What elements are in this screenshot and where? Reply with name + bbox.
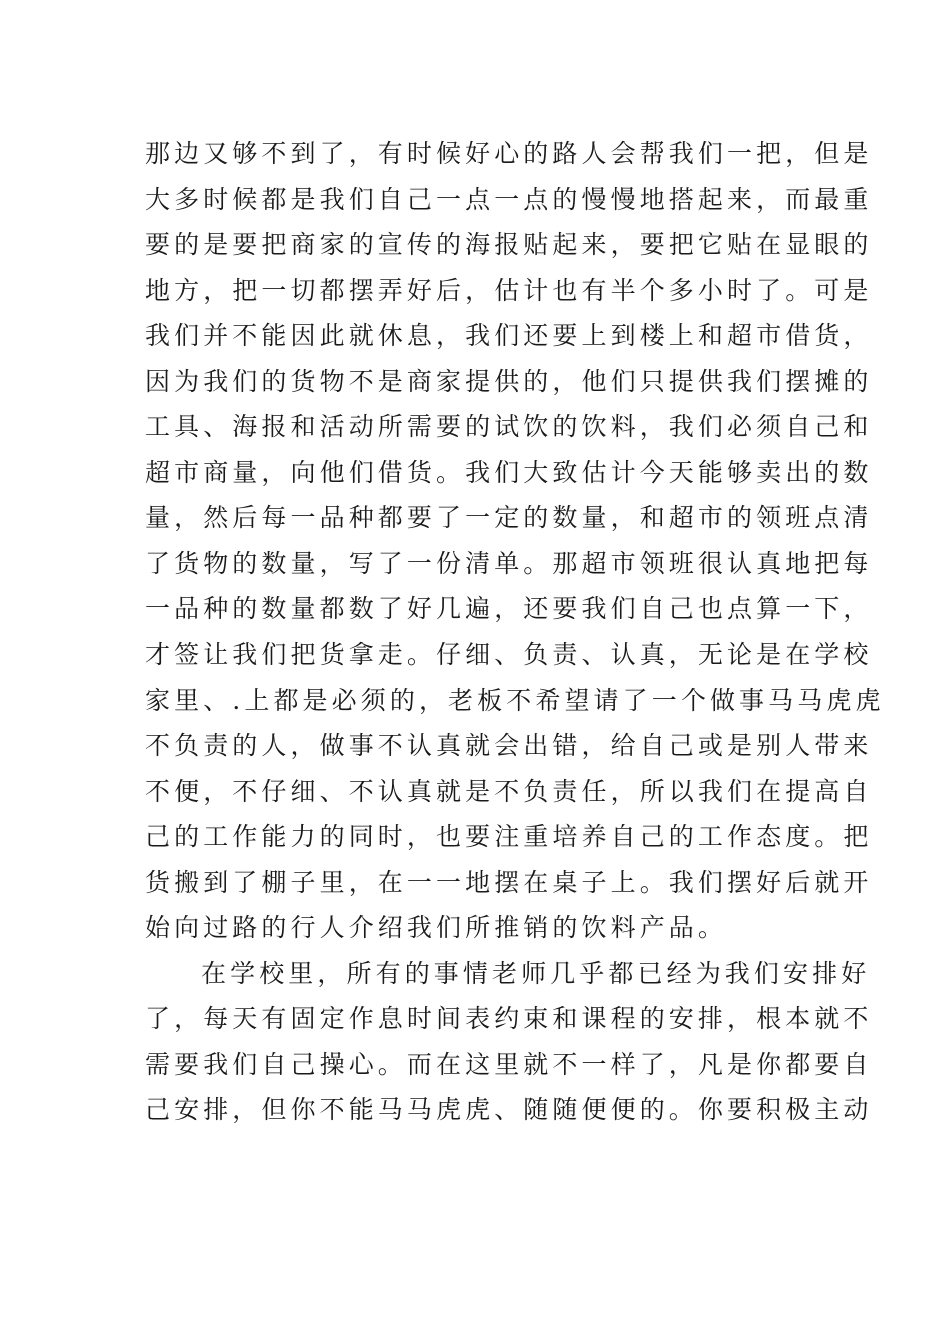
text-line: 了，每天有固定作息时间表约束和课程的安排，根本就不 xyxy=(145,1004,873,1034)
text-line: 不负责的人，做事不认真就会出错，给自己或是别人带来 xyxy=(145,731,873,761)
text-line: 才签让我们把货拿走。仔细、负责、认真，无论是在学校 xyxy=(145,640,873,670)
text-line: 货搬到了棚子里，在一一地摆在桌子上。我们摆好后就开 xyxy=(145,867,873,897)
text-line: 我们并不能因此就休息，我们还要上到楼上和超市借货， xyxy=(145,321,873,351)
text-line: 工具、海报和活动所需要的试饮的饮料，我们必须自己和 xyxy=(145,412,873,442)
text-line: 因为我们的货物不是商家提供的，他们只提供我们摆摊的 xyxy=(145,366,873,396)
text-line: 地方，把一切都摆弄好后，估计也有半个多小时了。可是 xyxy=(145,275,873,305)
body-text xyxy=(145,131,885,1133)
text-line: 始向过路的行人介绍我们所推销的饮料产品。 xyxy=(145,913,728,943)
text-line: 己的工作能力的同时，也要注重培养自己的工作态度。把 xyxy=(145,822,873,852)
text-line: 在学校里，所有的事情老师几乎都已经为我们安排好 xyxy=(201,958,871,988)
text-line: 家里、.上都是必须的，老板不希望请了一个做事马马虎虎 xyxy=(145,685,885,715)
text-line: 一品种的数量都数了好几遍，还要我们自己也点算一下， xyxy=(145,594,873,624)
text-line: 大多时候都是我们自己一点一点的慢慢地搭起来，而最重 xyxy=(145,184,873,214)
paragraph xyxy=(145,951,873,1133)
text-line: 超市商量，向他们借货。我们大致估计今天能够卖出的数 xyxy=(145,457,873,487)
text-line: 己安排，但你不能马马虎虎、随随便便的。你要积极主动 xyxy=(145,1095,873,1125)
text-line: 量，然后每一品种都要了一定的数量，和超市的领班点清 xyxy=(145,503,873,533)
text-line: 要的是要把商家的宣传的海报贴起来，要把它贴在显眼的 xyxy=(145,230,873,260)
paragraph xyxy=(145,131,885,951)
text-line: 不便，不仔细、不认真就是不负责任，所以我们在提高自 xyxy=(145,776,873,806)
text-line: 那边又够不到了，有时候好心的路人会帮我们一把，但是 xyxy=(145,139,873,168)
text-line: 需要我们自己操心。而在这里就不一样了，凡是你都要自 xyxy=(145,1049,873,1079)
text-line: 了货物的数量，写了一份清单。那超市领班很认真地把每 xyxy=(145,548,873,578)
